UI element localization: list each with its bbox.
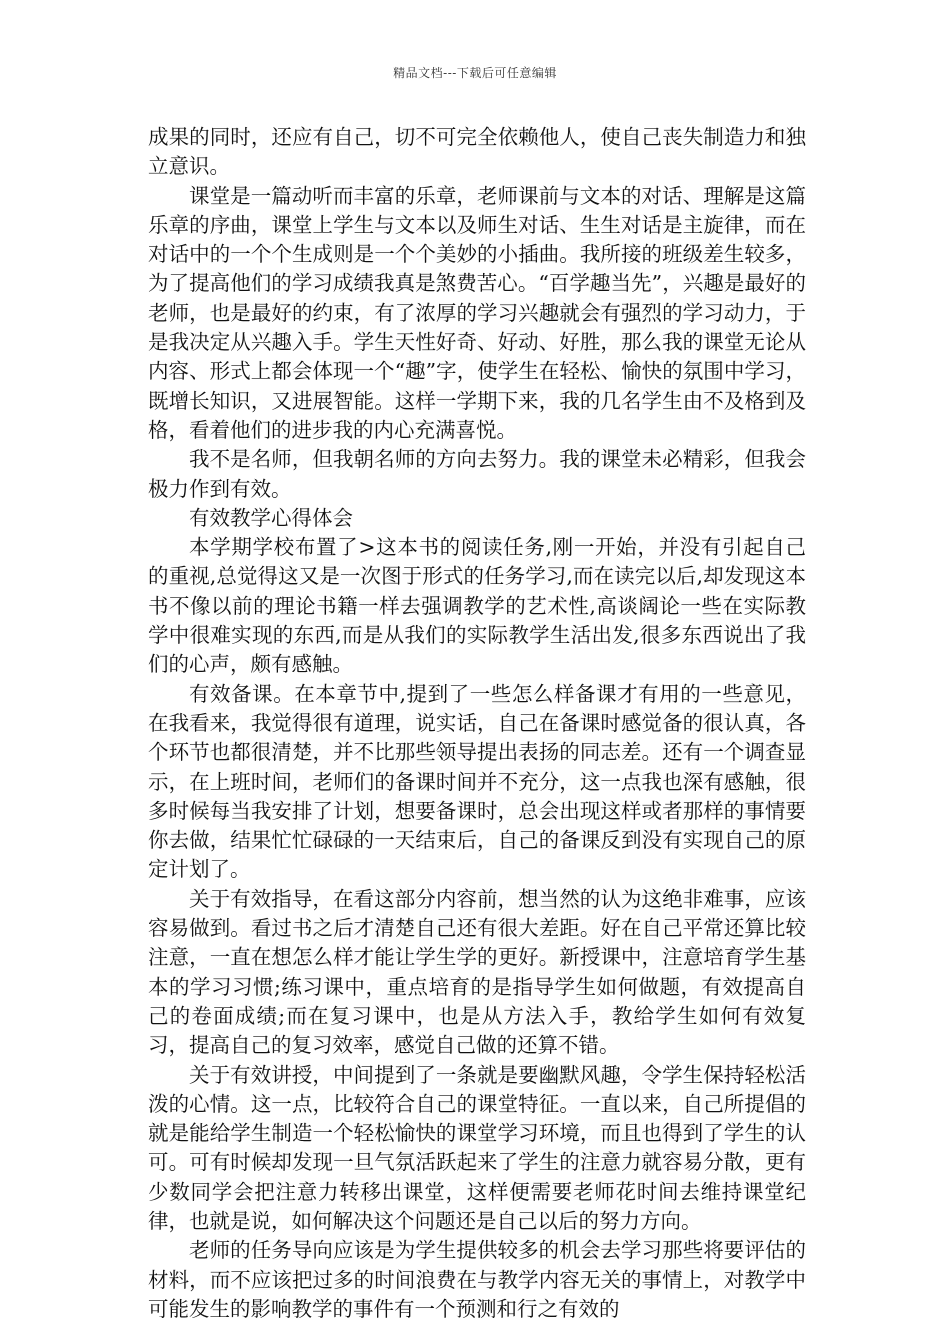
paragraph: 老师的任务导向应该是为学生提供较多的机会去学习那些将要评估的材料，而不应该把过多的时间浪费在与教学内容无关的事情上，对教学中可能发生的影响教学的事件有一个预测和行之有效的 bbox=[148, 1238, 806, 1321]
paragraph: 有效备课。在本章节中,提到了一些怎么样备课才有用的一些意见，在我看来，我觉得很有道理，说实话，自己在备课时感觉备的很认真，各个环节也都很清楚，并不比那些领导提出表扬的同志差。还有一个调查显示，在上班时间，老师们的备课时间并不充分，这一点我也深有感触，很多时候每当我安排了计划，想要备课时，总会出现这样或者那样的事情要你去做，结果忙忙碌碌的一天结束后，自己的备课反到没有实现自己的原定计划了。 bbox=[148, 681, 806, 882]
section-title: 有效教学心得体会 bbox=[189, 505, 353, 530]
page-header: 精品文档---下载后可任意编辑 bbox=[393, 66, 557, 80]
paragraph: 关于有效讲授，中间提到了一条就是要幽默风趣，令学生保持轻松活泼的心情。这一点，比较符合自己的课堂特征。一直以来，自己所提倡的就是能给学生制造一个轻松愉快的课堂学习环境，而且也得到了学生的认可。可有时候却发现一旦气氛活跃起来了学生的注意力就容易分散，更有少数同学会把注意力转移出课堂，这样便需要老师花时间去维持课堂纪律，也就是说，如何解决这个问题还是自己以后的努力方向。 bbox=[148, 1062, 806, 1233]
paragraph: 本学期学校布置了>这本书的阅读任务,刚一开始，并没有引起自己的重视,总觉得这又是一次图于形式的任务学习,而在读完以后,却发现这本书不像以前的理论书籍一样去强调教学的艺术性,高谈阔论一些在实际教学中很难实现的东西,而是从我们的实际教学生活出发,很多东西说出了我们的心声，颇有感触。 bbox=[148, 535, 806, 677]
paragraph: 我不是名师，但我朝名师的方向去努力。我的课堂未必精彩，但我会极力作到有效。 bbox=[148, 447, 806, 501]
paragraph: 课堂是一篇动听而丰富的乐章，老师课前与文本的对话、理解是这篇乐章的序曲，课堂上学生与文本以及师生对话、生生对话是主旋律，而在对话中的一个个生成则是一个个美妙的小插曲。我所接的班级差生较多，为了提高他们的学习成绩我真是煞费苦心。“百学趣当先”，兴趣是最好的老师，也是最好的约束，有了浓厚的学习兴趣就会有强烈的学习动力，于是我决定从兴趣入手。学生天性好奇、好动、好胜，那么我的课堂无论从内容、形式上都会体现一个“趣”字，使学生在轻松、愉快的氛围中学习，既增长知识，又进展智能。这样一学期下来，我的几名学生由不及格到及格，看着他们的进步我的内心充满喜悦。 bbox=[148, 183, 806, 442]
paragraph: 关于有效指导，在看这部分内容前，想当然的认为这绝非难事，应该容易做到。看过书之后才清楚自己还有很大差距。好在自己平常还算比较注意，一直在想怎么样才能让学生学的更好。新授课中，注意培育学生基本的学习习惯;练习课中，重点培育的是指导学生如何做题，有效提高自己的卷面成绩;而在复习课中，也是从方法入手，教给学生如何有效复习，提高自己的复习效率，感觉自己做的还算不错。 bbox=[148, 886, 806, 1058]
paragraph-continuation: 成果的同时，还应有自己，切不可完全依赖他人，使自己丧失制造力和独立意识。 bbox=[148, 125, 806, 179]
document-body bbox=[148, 123, 806, 1324]
